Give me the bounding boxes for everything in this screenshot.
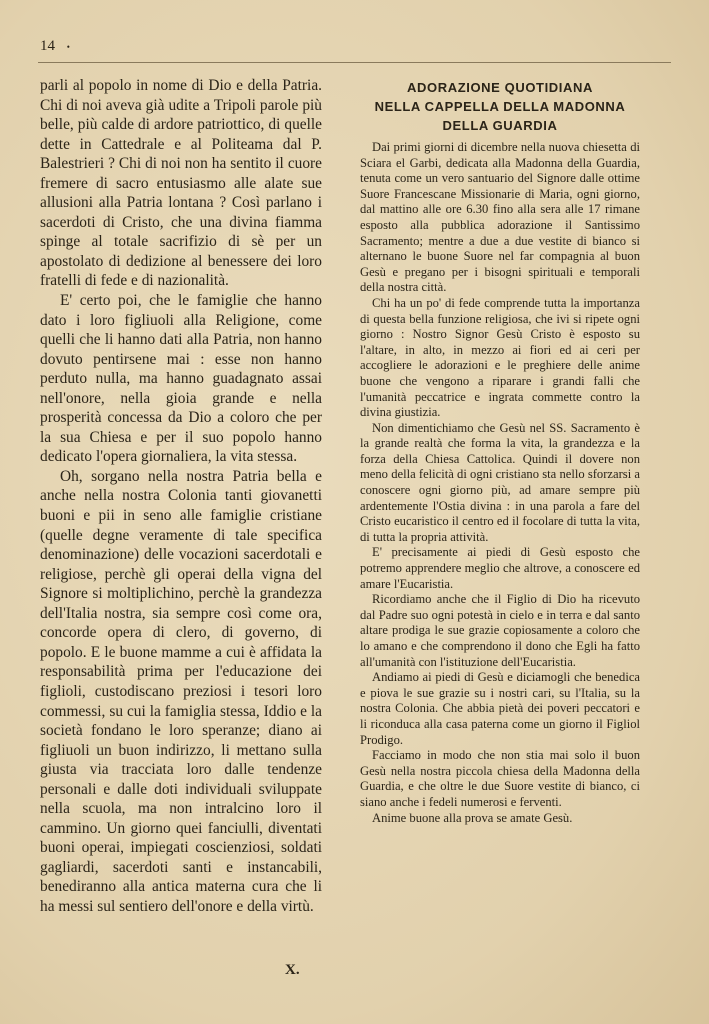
header-rule xyxy=(38,62,671,63)
left-paragraph-2: E' certo poi, che le famiglie che hanno dato i loro figliuoli alla Religione, come quelli che li hanno dati alla Patria, non hanno dovuto pentirsene mai : esse non hanno perduto nulla, ma hanno guadagnato assai nell'onore, nella gioia grande e nella prosperità concessa da Dio a coloro che per la sua Chiesa e per il suo popolo hanno dedicato l'opera giornaliera, la vita stessa. xyxy=(40,292,322,466)
right-paragraph-7: Facciamo in modo che non stia mai solo il buon Gesù nella nostra piccola chiesa della Madonna della Guardia, e che oltre le due Suore vestite di bianco, ci siano anche i fedeli numerosi e ferventi. xyxy=(360,748,640,809)
right-paragraph-2: Chi ha un po' di fede comprende tutta la importanza di questa bella funzione religiosa, che ivi si ripete ogni giorno : Nostro Signor Gesù Cristo è esposto su l'altare, in alto, in mezzo ai fiori ed ai ceri per accogliere le adorazioni e le preghiere delle anime buone che vengono a riparare i grandi falli che l'umanità peccatrice e ingrata commette contro la divina giustizia. xyxy=(360,295,640,420)
article-title xyxy=(360,78,640,135)
right-paragraph-3: Non dimentichiamo che Gesù nel SS. Sacramento è la grande realtà che forma la vita, la grandezza e la forza della Chiesa Cattolica. Quindi il dovere non meno della felicità di ogni cristiano sta nello sforzarsi a conoscere ogni giorno più, ad amare sempre più ardentemente l'Ostia divina : in una parola a fare del Cristo eucaristico il centro ed il focolare di tutta la vita, di tutta la propria attività. xyxy=(360,420,640,544)
page-number xyxy=(40,38,70,55)
right-paragraph-4: E' precisamente ai piedi di Gesù esposto che potremo apprendere meglio che altrove, a conoscere ed amare l'Eucaristia. xyxy=(360,545,640,591)
title-line-2: NELLA CAPPELLA DELLA MADONNA xyxy=(374,99,626,114)
left-column xyxy=(40,76,322,917)
title-line-3: DELLA GUARDIA xyxy=(442,118,558,133)
title-line-1: ADORAZIONE QUOTIDIANA xyxy=(407,80,593,95)
right-paragraph-8: Anime buone alla prova se amate Gesù. xyxy=(372,810,573,825)
page-number-text: 14 xyxy=(40,38,55,54)
right-paragraph-1: Dai primi giorni di dicembre nella nuova chiesetta di Sciara el Garbi, dedicata alla Madonna della Guardia, tenuta come un vero santuario del Signore dalle ottime Suore Francescane Missionarie di Maria, ogni giorno, dal mattino alle ore 6.30 fino alla sera alle 17 rimane esposto alla pubblica adorazione il Santissimo Sacramento; mentre a due a due vestite di bianco si alternano le buone Suore nel far compagnia al buon Gesù e pregano per i bisogni spirituali e temporali della nostra città. xyxy=(360,140,640,295)
page-number-marker: • xyxy=(66,41,70,52)
right-paragraph-5: Ricordiamo anche che il Figlio di Dio ha ricevuto dal Padre suo ogni potestà in cielo e in terra e dal santo altare prodiga le sue grazie copiosamente a coloro che lo amano e che comprendono il dono che Egli ha fatto all'umanità con l'istituzione dell'Eucaristia. xyxy=(360,592,640,669)
article-signature: X. xyxy=(285,962,300,978)
left-paragraph-3: Oh, sorgano nella nostra Patria bella e anche nella nostra Colonia tanti giovanetti buoni e pii in seno alle famiglie cristiane (quelle degne veramente di tale specifica denominazione) delle vocazioni sacerdotali e religiose, perchè gli operai della vigna del Signore si moltiplichino, perchè la grandezza dell'Italia nostra, sia sempre così come ora, concorde opera di clero, di governo, di popolo. E le buone mamme a cui è affidata la responsabilità prima per l'educazione dei figlioli, custodiscano preziosi i tesori loro commessi, su cui la famiglia stessa, Iddio e la società fondano le loro speranze; diano ai figliuoli un buon indirizzo, li mettano sulla giusta via tracciata loro dalle tendenze personali e dalle doti individuali sviluppate nella scuola, ma non intralcino loro il cammino. Un giorno quei fanciulli, diventati buoni operai, impiegati coscienziosi, soldati gagliardi, sacerdoti santi e instancabili, benediranno alla antica materna cura che li ha messi sul sentiero dell'onore e della virtù. xyxy=(40,467,322,915)
right-column xyxy=(360,78,640,826)
right-paragraph-6: Andiamo ai piedi di Gesù e diciamogli che benedica e piova le sue grazie su i nostri cari, su l'Italia, su la nostra Colonia. Che abbia pietà dei poveri peccatori e li riconduca alla casa paterna come un giorno il Figliol Prodigo. xyxy=(360,670,640,747)
left-paragraph-1: parli al popolo in nome di Dio e della Patria. Chi di noi aveva già udite a Tripoli parole più belle, più calde di ardore patriottico, di quelle dette in Cattedrale e al Politeama dal P. Balestrieri ? Chi di noi non ha sentito il cuore fremere di sacro entusiasmo alle alate sue allusioni alla Patria lontana ? Così parlano i sacerdoti di Cristo, che una divina fiamma spinge al totale sacrifizio di sè per un apostolato di dedizione al benessere dei loro fratelli di fede e di nazionalità. xyxy=(40,77,322,290)
